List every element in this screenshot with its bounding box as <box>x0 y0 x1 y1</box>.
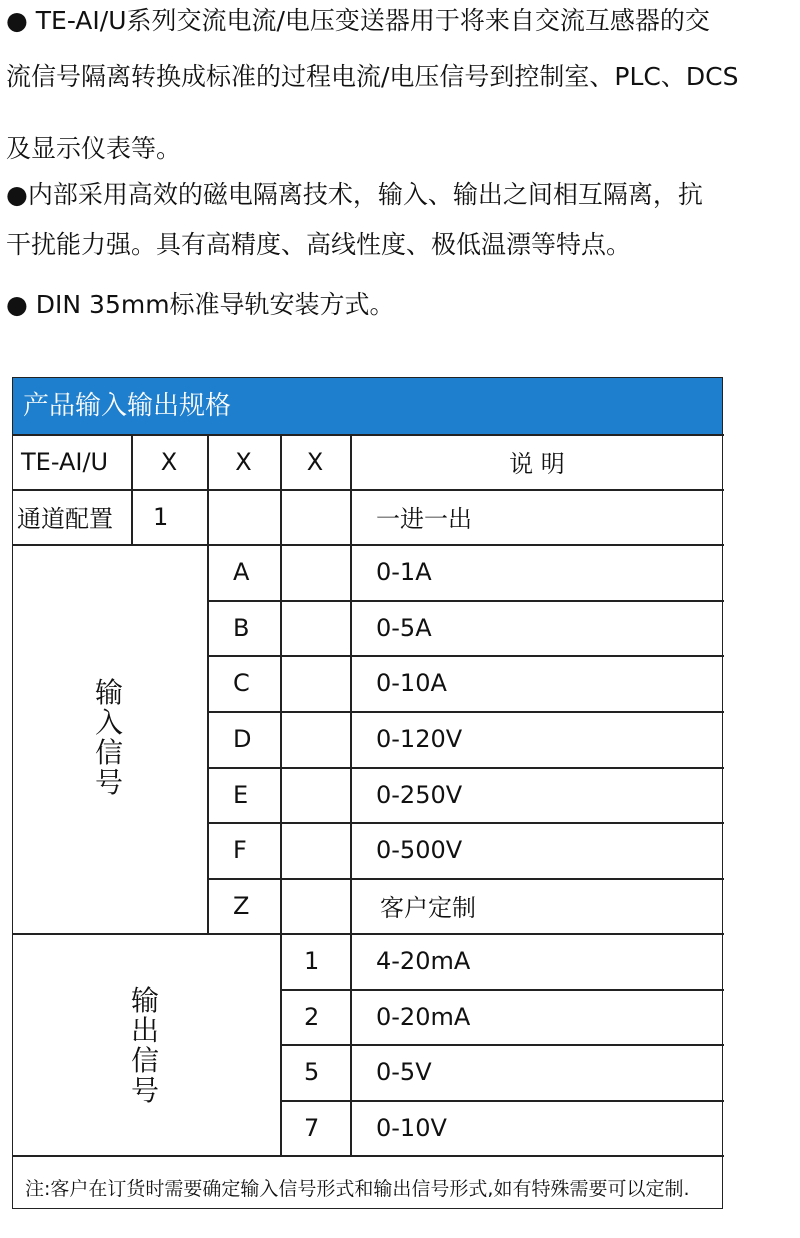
grid-line <box>13 489 724 491</box>
output-label-char: 出 <box>130 1014 159 1047</box>
output-code: 1 <box>304 946 320 975</box>
spec-table <box>12 377 723 1209</box>
grid-line <box>207 434 209 933</box>
grid-line <box>280 1044 724 1046</box>
grid-line <box>280 434 282 1155</box>
input-desc: 0-250V <box>376 780 463 809</box>
input-code: D <box>233 724 252 753</box>
header-x2: X <box>235 447 252 476</box>
input-label-char: 信 <box>94 736 123 769</box>
input-code: B <box>233 613 250 642</box>
grid-line <box>13 434 724 436</box>
input-label-char: 入 <box>94 706 123 739</box>
output-label-char: 信 <box>130 1044 159 1077</box>
input-label-char: 输 <box>94 676 123 709</box>
input-code: Z <box>233 891 250 920</box>
grid-line <box>280 1100 724 1102</box>
grid-line <box>131 434 133 544</box>
intro-line: 及显示仪表等。 <box>6 134 182 163</box>
grid-line <box>13 544 724 546</box>
input-desc: 0-10A <box>376 668 447 697</box>
header-model: TE-AI/U <box>21 447 109 476</box>
intro-line: ●内部采用高效的磁电隔离技术，输入、输出之间相互隔离，抗 <box>6 180 703 209</box>
grid-line <box>207 878 724 880</box>
header-x1: X <box>160 447 178 476</box>
output-code: 2 <box>304 1002 320 1031</box>
channel-code: 1 <box>153 502 169 531</box>
input-code: E <box>233 780 249 809</box>
grid-line <box>207 711 724 713</box>
grid-line <box>207 822 724 824</box>
input-signal-label <box>93 678 125 798</box>
grid-line <box>207 600 724 602</box>
grid-line <box>207 767 724 769</box>
output-label-char: 输 <box>130 984 159 1017</box>
intro-line: ● TE-AI/U系列交流电流/电压变送器用于将来自交流互感器的交 <box>6 6 710 35</box>
header-x3: X <box>306 447 324 476</box>
grid-line <box>280 989 724 991</box>
input-desc: 0-120V <box>376 724 463 753</box>
output-desc: 4-20mA <box>376 946 471 975</box>
channel-label: 通道配置 <box>17 505 113 533</box>
grid-line <box>13 933 724 935</box>
input-desc: 0-5A <box>376 613 432 642</box>
input-desc: 0-1A <box>376 557 432 586</box>
output-label-char: 号 <box>130 1074 159 1107</box>
header-description: 说 明 <box>509 450 565 478</box>
grid-line <box>207 655 724 657</box>
grid-line <box>13 1155 724 1157</box>
grid-line <box>350 434 352 1155</box>
intro-line: 干扰能力强。具有高精度、高线性度、极低温漂等特点。 <box>6 230 632 259</box>
input-code: F <box>233 835 247 864</box>
output-signal-label <box>129 986 161 1106</box>
footnote: 注:客户在订货时需要确定输入信号形式和输出信号形式,如有特殊需要可以定制. <box>25 1178 690 1200</box>
intro-line: ● DIN 35mm标准导轨安装方式。 <box>6 290 395 319</box>
output-desc: 0-10V <box>376 1113 447 1142</box>
output-desc: 0-20mA <box>376 1002 471 1031</box>
output-code: 5 <box>304 1057 320 1086</box>
signal-labels <box>0 0 1 1</box>
output-desc: 0-5V <box>376 1057 432 1086</box>
channel-desc: 一进一出 <box>376 505 472 533</box>
input-label-char: 号 <box>94 766 123 799</box>
output-code: 7 <box>304 1113 320 1142</box>
input-desc: 客户定制 <box>380 894 476 922</box>
input-code: A <box>233 557 250 586</box>
table-title: 产品输入输出规格 <box>13 378 722 434</box>
input-desc: 0-500V <box>376 835 463 864</box>
intro-line: 流信号隔离转换成标准的过程电流/电压信号到控制室、PLC、DCS <box>6 62 739 91</box>
input-code: C <box>233 668 250 697</box>
